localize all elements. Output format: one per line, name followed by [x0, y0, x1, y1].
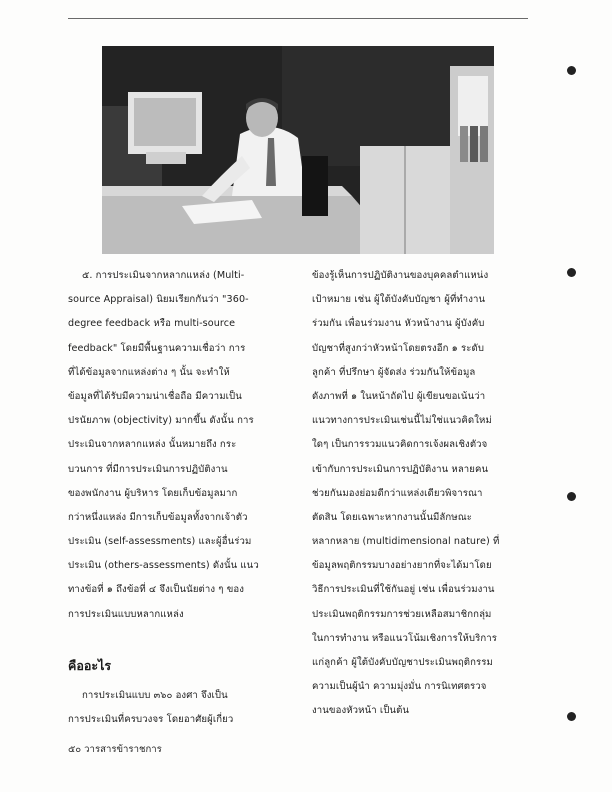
body-line: ตัดสิน โดยเฉพาะหากงานนั้นมีลักษณะ [312, 511, 472, 523]
left-column [68, 264, 290, 627]
body-line: ความเป็นผู้นำ ความมุ่งมั่น การนิเทศตรวจ [312, 681, 487, 693]
body-line: บวนการ ที่มีการประเมินการปฏิบัติงาน [68, 463, 228, 475]
body-line: ในการทำงาน หรือแนวโน้มเชิงการให้บริการ [312, 632, 498, 644]
office-photo [102, 46, 494, 254]
body-line: ดังภาพที่ ๑ ในหน้าถัดไป ผู้เขียนขอเน้นว่า [312, 390, 486, 402]
body-line: degree feedback หรือ multi-source [68, 318, 236, 330]
body-line: ใดๆ เป็นการรวมแนวคิดการเจ้งผลเชิงตัวจ [312, 439, 488, 451]
body-line: บัญชาที่สูงกว่าหัวหน้าโดยตรงอีก ๑ ระดับ [312, 342, 485, 354]
body-line: ๕. การประเมินจากหลากแหล่ง (Multi- [82, 270, 245, 281]
page-footer: ๕๐ วารสารข้าราชการ [68, 744, 162, 755]
body-line: ช่วยกันมองย่อมดีกว่าแหล่งเดียวพิจารณา [312, 487, 483, 499]
body-line: หลากหลาย (multidimensional nature) ที่ [312, 536, 500, 548]
body-line: ข้องรู้เห็นการปฏิบัติงานของบุคคลตำแหน่ง [312, 270, 489, 281]
body-line: ของพนักงาน ผู้บริหาร โดยเก็บข้อมูลมาก [68, 487, 238, 499]
body-line: เข้ากับการประเมินการปฏิบัติงาน หลายคน [312, 463, 489, 475]
body-line: เป้าหมาย เช่น ผู้ใต้บังคับบัญชา ผู้ที่ทำงาน [312, 294, 486, 306]
body-line: กว่าหนึ่งแหล่ง มีการเก็บข้อมูลทั้งจากเจ้าตัว [68, 511, 248, 523]
left-column-bottom [68, 684, 290, 732]
body-line: งานของหัวหน้า เป็นต้น [312, 705, 410, 717]
body-line: ประเมินจากหลากแหล่ง นั้นหมายถึง กระ [68, 439, 237, 451]
body-line: ร่วมกัน เพื่อนร่วมงาน หัวหน้างาน ผู้บังคับ [312, 318, 485, 330]
body-line: source Appraisal) นิยมเรียกกันว่า "360- [68, 294, 249, 306]
body-line: ทางข้อที่ ๑ ถึงข้อที่ ๔ จึงเป็นนัยต่าง ๆ ของ [68, 584, 244, 596]
body-line: การประเมินแบบหลากแหล่ง [68, 608, 184, 620]
body-line: การประเมินแบบ ๓๖๐ องศา จึงเป็น [82, 690, 228, 701]
body-line: ลูกค้า ที่ปรึกษา ผู้จัดส่ง ร่วมกันให้ข้อมูล [312, 366, 476, 378]
body-line: feedback" โดยมีพื้นฐานความเชื่อว่า การ [68, 342, 246, 354]
photo-illustration [102, 46, 494, 254]
body-line: ประเมิน (self-assessments) และผู้อื่นร่วม [68, 536, 252, 548]
section-heading: คืออะไร [68, 658, 112, 673]
binder-hole [567, 712, 576, 721]
binder-hole [567, 268, 576, 277]
body-line: การประเมินที่ครบวงจร โดยอาศัยผู้เกี่ยว [68, 714, 234, 726]
body-line: ข้อมูลที่ได้รับมีความน่าเชื่อถือ มีความเป็น [68, 390, 242, 402]
body-line: ประเมิน (others-assessments) ดังนั้น แนว [68, 560, 259, 572]
body-line: ประเมินพฤติกรรมการช่วยเหลือสมาชิกกลุ่ม [312, 608, 492, 620]
top-rule [68, 18, 528, 19]
body-line: วิธีการประเมินที่ใช้กันอยู่ เช่น เพื่อนร่วมงาน [312, 584, 495, 596]
body-line: ข้อมูลพฤติกรรมบางอย่างยากที่จะได้มาโดย [312, 560, 492, 572]
body-line: ที่ได้ข้อมูลจากแหล่งต่าง ๆ นั้น จะทำให้ [68, 366, 230, 378]
binder-hole [567, 492, 576, 501]
body-line: ปรนัยภาพ (objectivity) มากขึ้น ดังนั้น การ [68, 415, 254, 427]
binder-hole [567, 66, 576, 75]
body-line: แก่ลูกค้า ผู้ใต้บังคับบัญชาประเมินพฤติกรรม [312, 657, 493, 668]
right-column [312, 264, 536, 724]
body-line: แนวทางการประเมินเช่นนี้ไม่ใช่แนวคิดใหม่ [312, 415, 492, 427]
